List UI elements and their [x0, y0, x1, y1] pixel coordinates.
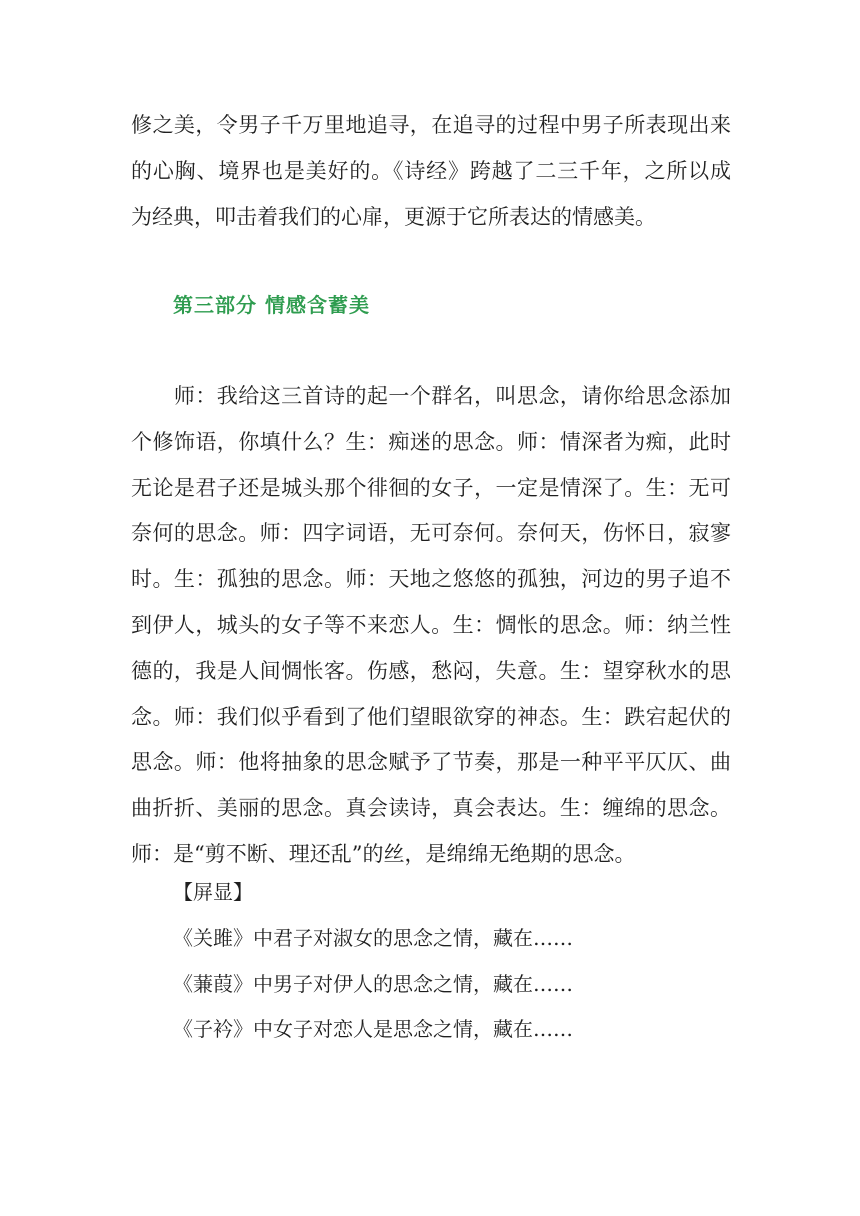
- screen-display-block: [173, 870, 573, 1053]
- dialogue-line: 师：是“剪不断、理还乱”的丝，是绵绵无绝期的思念。: [131, 841, 636, 866]
- dialogue-line: 德的，我是人间惆怅客。伤感，愁闷，失意。生：望穿秋水的思: [131, 658, 731, 683]
- dialogue-line: 思念。师：他将抽象的思念赋予了节奏，那是一种平平仄仄、曲: [131, 750, 731, 775]
- screen-display-label: 【屏显】: [173, 880, 253, 904]
- screen-display-line: 《子衿》中女子对恋人是思念之情，藏在……: [173, 1017, 573, 1042]
- dialogue-line: 奈何的思念。师：四字词语，无可奈何。奈何天，伤怀日，寂寥: [131, 521, 731, 546]
- dialogue-line: 个修饰语，你填什么？生：痴迷的思念。师：情深者为痴，此时: [131, 429, 731, 454]
- intro-paragraph: [131, 103, 731, 240]
- dialogue-line: 无论是君子还是城头那个徘徊的女子，一定是情深了。生：无可: [131, 475, 731, 500]
- section-heading: 第三部分 情感含蓄美: [173, 293, 370, 317]
- intro-line: 修之美，令男子千万里地追寻，在追寻的过程中男子所表现出来: [131, 113, 731, 137]
- dialogue-line: 曲折折、美丽的思念。真会读诗，真会表达。生：缠绵的思念。: [131, 796, 731, 821]
- dialogue-line: 念。师：我们似乎看到了他们望眼欲穿的神态。生：跌宕起伏的: [131, 704, 731, 729]
- dialogue-paragraph: [131, 374, 731, 878]
- intro-line: 为经典，叩击着我们的心扉，更源于它所表达的情感美。: [131, 204, 656, 229]
- dialogue-line: 时。生：孤独的思念。师：天地之悠悠的孤独，河边的男子追不: [131, 567, 731, 592]
- dialogue-line: 师：我给这三首诗的起一个群名，叫思念，请你给思念添加: [131, 384, 731, 408]
- screen-display-line: 《关雎》中君子对淑女的思念之情，藏在……: [173, 925, 573, 950]
- intro-line: 的心胸、境界也是美好的。《诗经》跨越了二三千年，之所以成: [131, 158, 731, 183]
- screen-display-line: 《蒹葭》中男子对伊人的思念之情，藏在……: [173, 971, 573, 996]
- dialogue-line: 到伊人，城头的女子等不来恋人。生：惆怅的思念。师：纳兰性: [131, 612, 731, 637]
